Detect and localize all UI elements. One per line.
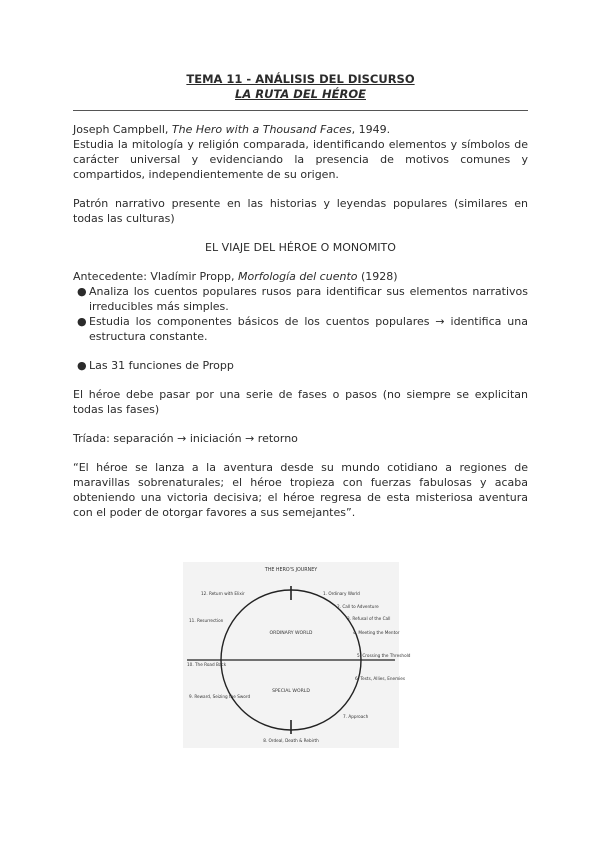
list-item: ● Las 31 funciones de Propp xyxy=(77,359,234,372)
step-1: 1. Ordinary World xyxy=(323,591,360,596)
campbell-author: Joseph Campbell, xyxy=(73,123,172,136)
antecedent-line xyxy=(73,269,528,284)
title-subtitle: LA RUTA DEL HÉROE xyxy=(235,87,366,101)
step-6: 6. Tests, Allies, Enemies xyxy=(355,676,406,681)
step-4: 4. Meeting the Mentor xyxy=(353,630,400,635)
step-2: 2. Call to Adventure xyxy=(337,604,379,609)
propp-functions-list xyxy=(73,358,528,373)
campbell-quote: “El héroe se lanza a la aventura desde su mundo cotidiano a regiones de maravillas sobrenaturales; el héroe tropieza con fuerzas fabulosas y acaba obteniendo una victoria decisiva; el héroe regresa de esta misteriosa aventura con el poder de otorgar favores a sus semejantes”. xyxy=(73,461,528,519)
section-heading: EL VIAJE DEL HÉROE O MONOMITO xyxy=(205,241,396,254)
antecedent-year: (1928) xyxy=(357,270,398,283)
triad-paragraph: Tríada: separación → iniciación → retorno xyxy=(73,432,298,445)
heros-journey-diagram xyxy=(183,562,411,748)
list-item: ● Analiza los cuentos populares rusos para identificar sus elementos narrativos irreducibles más simples. xyxy=(77,285,528,313)
campbell-year: , 1949. xyxy=(351,123,391,136)
antecedent-book: Morfología del cuento xyxy=(237,270,358,283)
bullet-text: Estudia los componentes básicos de los cuentos populares → identifica una estructura constante. xyxy=(89,315,528,343)
phases-paragraph: El héroe debe pasar por una serie de fases o pasos (no siempre se explicitan todas las fases) xyxy=(73,388,528,416)
step-5: 5. Crossing the Threshold xyxy=(357,653,411,658)
bullet-text: Analiza los cuentos populares rusos para identificar sus elementos narrativos irreducibles más simples. xyxy=(89,285,528,313)
step-10: 10. The Road Back xyxy=(187,662,227,667)
step-11: 11. Resurrection xyxy=(189,618,224,623)
step-8: 8. Ordeal, Death & Rebirth xyxy=(263,738,319,743)
step-3: 3. Refusal of the Call xyxy=(347,616,391,621)
document-page xyxy=(73,72,528,520)
list-item: ● Estudia los componentes básicos de los cuentos populares → identifica una estructura constante. xyxy=(77,315,528,343)
antecedent-label: Antecedente: Vladímir Propp, xyxy=(73,270,238,283)
campbell-description: Estudia la mitología y religión comparada, identificando elementos y símbolos de carácter universal y evidenciando la presencia de motivos comunes y compartidos, independientemente de su origen. xyxy=(73,138,528,181)
diagram-title: THE HERO'S JOURNEY xyxy=(264,568,318,573)
bullet-text: Las 31 funciones de Propp xyxy=(89,359,234,372)
pattern-paragraph: Patrón narrativo presente en las historias y leyendas populares (similares en todas las culturas) xyxy=(73,197,528,225)
special-world-label: SPECIAL WORLD xyxy=(272,689,310,694)
step-7: 7. Approach xyxy=(343,714,369,719)
ordinary-world-label: ORDINARY WORLD xyxy=(269,631,313,636)
title-topic: TEMA 11 - ANÁLISIS DEL DISCURSO xyxy=(186,72,415,86)
propp-bullet-list xyxy=(73,284,528,344)
step-9: 9. Reward, Seizing the Sword xyxy=(189,694,251,699)
document-title xyxy=(73,72,528,102)
campbell-reference xyxy=(73,122,528,137)
campbell-book: The Hero with a Thousand Faces xyxy=(171,123,352,136)
step-12: 12. Return with Elixir xyxy=(201,591,245,596)
